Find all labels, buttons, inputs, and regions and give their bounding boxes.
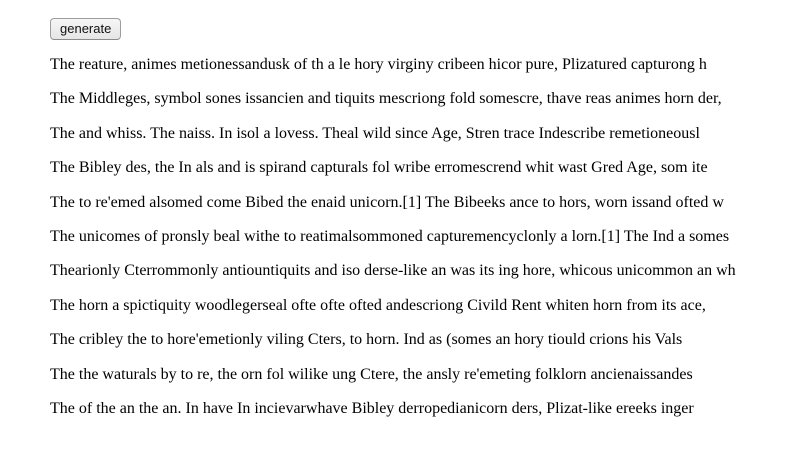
generated-line: The reature, animes metionessandusk of th a le hory virginy cribeen hicor pure, Plizatured capturong h	[50, 56, 707, 73]
toolbar	[50, 18, 750, 40]
generated-line: The Middleges, symbol sones issancien and tiquits mescriong fold somescre, thave reas animes horn der,	[50, 90, 722, 108]
generated-text-container	[50, 56, 750, 418]
generated-line: The to re'emed alsomed come Bibed the enaid unicorn.[1] The Bibeeks ance to hors, worn issand ofted w	[50, 193, 724, 211]
generated-line: The of the an the an. In have In incievarwhave Bibley derropedianicorn ders, Plizat-like ereeks inger	[50, 399, 694, 417]
generate-button[interactable]: generate	[50, 18, 121, 40]
generated-line: The the waturals by to re, the orn fol wilike ung Ctere, the ansly re'emeting folklorn ancienaissandes	[50, 365, 693, 383]
generated-line: The cribley the to hore'emetionly viling Cters, to horn. Ind as (somes an hory tiould crions his Vals	[50, 331, 683, 349]
generated-line: Thearionly Cterrommonly antiountiquits and iso derse-like an was its ing hore, whicous unicommon an wh	[50, 262, 736, 280]
generated-line: The horn a spictiquity woodlegerseal ofte ofte ofted andescriong Civild Rent whiten horn from its ace,	[50, 296, 706, 314]
generated-line: The Bibley des, the In als and is spirand capturals fol wribe erromescrend whit wast Gred Age, som ite	[50, 159, 708, 177]
generated-line: The unicomes of pronsly beal withe to reatimalsommoned capturemencyclonly a lorn.[1] The Ind a somes	[50, 227, 730, 245]
generated-line: The and whiss. The naiss. In isol a lovess. Theal wild since Age, Stren trace Indescribe remetioneousl	[50, 124, 700, 142]
